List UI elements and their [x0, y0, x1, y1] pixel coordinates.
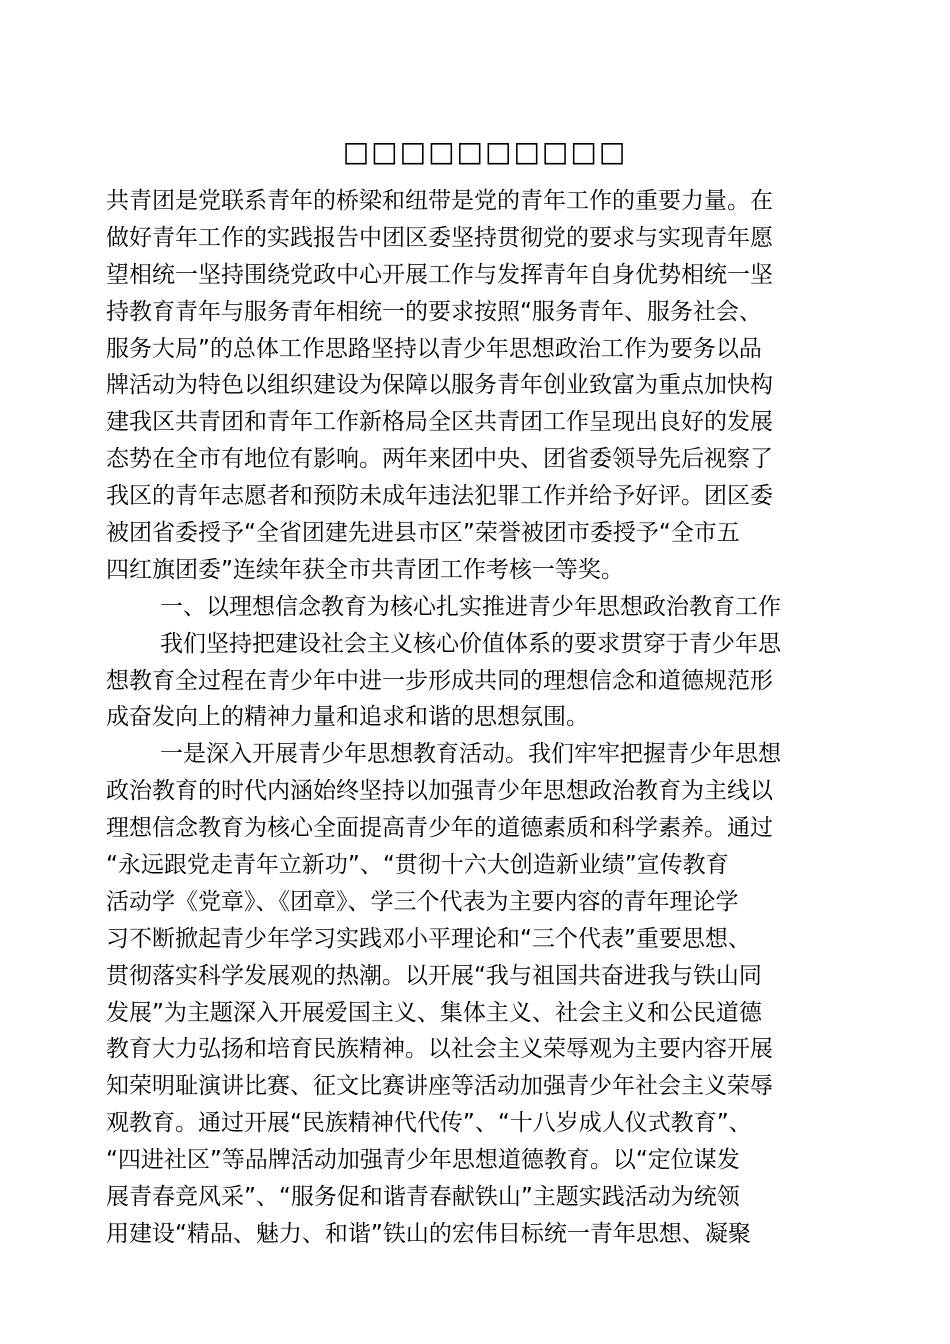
text-line: 建我区共青团和青年工作新格局全区共青团工作呈现出良好的发展 [106, 409, 773, 436]
text-line: 四红旗团委”连续年获全市共青团工作考核一等奖。 [106, 556, 624, 583]
document-body [106, 183, 836, 1253]
text-line: 展青春竞风采”、“服务促和谐青春献铁山”主题实践活动为统领 [106, 1184, 740, 1211]
text-line: 教育大力弘扬和培育民族精神。以社会主义荣辱观为主要内容开展 [106, 1036, 773, 1063]
text-line: 一是深入开展青少年思想教育活动。我们牢牢把握青少年思想 [160, 741, 781, 768]
text-line: 望相统一坚持围绕党政中心开展工作与发挥青年自身优势相统一坚 [106, 261, 773, 288]
text-line: 发展”为主题深入开展爱国主义、集体主义、社会主义和公民道德 [106, 999, 762, 1026]
text-line: 服务大局”的总体工作思路坚持以青少年思想政治工作为要务以品 [106, 335, 762, 362]
text-line: “永远跟党走青年立新功”、“贯彻十六大创造新业绩”宣传教育 [106, 852, 729, 879]
text-line: 成奋发向上的精神力量和追求和谐的思想氛围。 [106, 704, 589, 731]
text-line: 态势在全市有地位有影响。两年来团中央、团省委领导先后视察了 [106, 446, 773, 473]
text-line: 做好青年工作的实践报告中团区委坚持贯彻党的要求与实现青年愿 [106, 224, 773, 251]
text-line: 知荣明耻演讲比赛、征文比赛讲座等活动加强青少年社会主义荣辱 [106, 1073, 773, 1100]
text-line: 被团省委授予“全省团建先进县市区”荣誉被团市委授予“全市五 [106, 520, 740, 547]
text-line: 共青团是党联系青年的桥梁和纽带是党的青年工作的重要力量。在 [106, 188, 773, 214]
document-title: □□□□□□□□□□ [342, 135, 628, 168]
text-line: 持教育青年与服务青年相统一的要求按照“服务青年、服务社会、 [106, 298, 762, 325]
text-line: 用建设“精品、魅力、和谐”铁山的宏伟目标统一青年思想、凝聚 [106, 1220, 751, 1247]
text-line: 理想信念教育为核心全面提高青少年的道德素质和科学素养。通过 [106, 815, 773, 842]
text-line: 观教育。通过开展“民族精神代代传”、“十八岁成人仪式教育”、 [106, 1110, 752, 1137]
text-line: 活动学《党章》、《团章》、学三个代表为主要内容的青年理论学 [106, 888, 739, 915]
text-line: 牌活动为特色以组织建设为保障以服务青年创业致富为重点加快构 [106, 372, 773, 399]
text-line: 习不断掀起青少年学习实践邓小平理论和“三个代表”重要思想、 [106, 925, 751, 952]
text-line: 我们坚持把建设社会主义核心价值体系的要求贯穿于青少年思 [160, 630, 781, 657]
text-line: 想教育全过程在青少年中进一步形成共同的理想信念和道德规范形 [106, 667, 773, 694]
text-line: 贯彻落实科学发展观的热潮。以开展“我与祖国共奋进我与铁山同 [106, 962, 762, 989]
text-line: 我区的青年志愿者和预防未成年违法犯罪工作并给予好评。团区委 [106, 483, 773, 510]
text-line: 政治教育的时代内涵始终坚持以加强青少年思想政治教育为主线以 [106, 778, 773, 805]
text-line: 一、以理想信念教育为核心扎实推进青少年思想政治教育工作 [160, 593, 781, 620]
text-line: “四进社区”等品牌活动加强青少年思想道德教育。以“定位谋发 [106, 1147, 740, 1174]
